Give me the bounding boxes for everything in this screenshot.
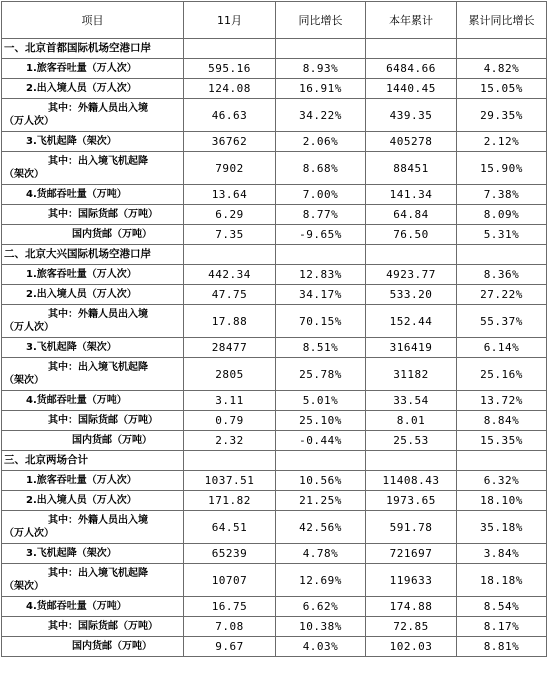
value-cell: 439.35 — [366, 99, 457, 132]
table-row — [2, 511, 547, 544]
table-row — [2, 265, 547, 285]
value-cell: 8.54% — [457, 597, 547, 617]
value-cell: 55.37% — [457, 305, 547, 338]
table-row — [2, 305, 547, 338]
header-item: 项目 — [2, 2, 184, 39]
value-cell: 7.38% — [457, 185, 547, 205]
row-label: 国内货邮（万吨） — [2, 637, 184, 657]
value-cell: 18.18% — [457, 564, 547, 597]
value-cell: 65239 — [184, 544, 276, 564]
table-row — [2, 225, 547, 245]
value-cell: 16.75 — [184, 597, 276, 617]
table-row — [2, 471, 547, 491]
row-label — [2, 511, 184, 544]
value-cell: 4.03% — [276, 637, 366, 657]
row-label: 3.飞机起降（架次） — [2, 544, 184, 564]
value-cell: 25.53 — [366, 431, 457, 451]
value-cell: 8.77% — [276, 205, 366, 225]
row-label-line1: 其中：出入境飞机起降 — [48, 362, 148, 373]
row-label-line2: （万人次） — [4, 116, 54, 127]
value-cell: 152.44 — [366, 305, 457, 338]
empty-cell — [276, 245, 366, 265]
value-cell: 76.50 — [366, 225, 457, 245]
row-label: 国内货邮（万吨） — [2, 431, 184, 451]
value-cell: 8.36% — [457, 265, 547, 285]
row-label: 国内货邮（万吨） — [2, 225, 184, 245]
value-cell: 7902 — [184, 152, 276, 185]
value-cell: 42.56% — [276, 511, 366, 544]
row-label: 1.旅客吞吐量（万人次） — [2, 471, 184, 491]
section-row — [2, 451, 547, 471]
table-row — [2, 597, 547, 617]
value-cell: 29.35% — [457, 99, 547, 132]
value-cell: 8.84% — [457, 411, 547, 431]
header-ytd-yoy: 累计同比增长 — [457, 2, 547, 39]
table-row — [2, 391, 547, 411]
row-label: 4.货邮吞吐量（万吨） — [2, 391, 184, 411]
table-row — [2, 358, 547, 391]
value-cell: 35.18% — [457, 511, 547, 544]
value-cell: 171.82 — [184, 491, 276, 511]
value-cell: -0.44% — [276, 431, 366, 451]
value-cell: 8.17% — [457, 617, 547, 637]
row-label: 其中：国际货邮（万吨） — [2, 617, 184, 637]
value-cell: 16.91% — [276, 79, 366, 99]
row-label: 1.旅客吞吐量（万人次） — [2, 59, 184, 79]
row-label: 3.飞机起降（架次） — [2, 338, 184, 358]
value-cell: 124.08 — [184, 79, 276, 99]
value-cell: 13.64 — [184, 185, 276, 205]
value-cell: 4923.77 — [366, 265, 457, 285]
value-cell: 316419 — [366, 338, 457, 358]
value-cell: 25.16% — [457, 358, 547, 391]
value-cell: 8.81% — [457, 637, 547, 657]
row-label — [2, 152, 184, 185]
table-row — [2, 79, 547, 99]
value-cell: 7.00% — [276, 185, 366, 205]
row-label-line2: （万人次） — [4, 322, 54, 333]
empty-cell — [366, 451, 457, 471]
table-row — [2, 59, 547, 79]
value-cell: 7.08 — [184, 617, 276, 637]
value-cell: 6484.66 — [366, 59, 457, 79]
value-cell: 70.15% — [276, 305, 366, 338]
value-cell: 18.10% — [457, 491, 547, 511]
empty-cell — [184, 245, 276, 265]
value-cell: 102.03 — [366, 637, 457, 657]
table-row — [2, 491, 547, 511]
table-row — [2, 411, 547, 431]
header-yoy: 同比增长 — [276, 2, 366, 39]
empty-cell — [184, 451, 276, 471]
value-cell: 12.69% — [276, 564, 366, 597]
value-cell: 442.34 — [184, 265, 276, 285]
row-label — [2, 305, 184, 338]
table-row — [2, 99, 547, 132]
section-title: 一、北京首都国际机场空港口岸 — [2, 39, 184, 59]
value-cell: 2.12% — [457, 132, 547, 152]
table-row — [2, 564, 547, 597]
row-label: 4.货邮吞吐量（万吨） — [2, 185, 184, 205]
value-cell: 174.88 — [366, 597, 457, 617]
row-label-line1: 其中：外籍人员出入境 — [48, 309, 148, 320]
value-cell: 8.01 — [366, 411, 457, 431]
table-row — [2, 637, 547, 657]
value-cell: 2.06% — [276, 132, 366, 152]
row-label — [2, 358, 184, 391]
row-label-line1: 其中：外籍人员出入境 — [48, 103, 148, 114]
value-cell: 31182 — [366, 358, 457, 391]
value-cell: 0.79 — [184, 411, 276, 431]
value-cell: 6.29 — [184, 205, 276, 225]
empty-cell — [184, 39, 276, 59]
value-cell: 595.16 — [184, 59, 276, 79]
value-cell: 11408.43 — [366, 471, 457, 491]
table-row — [2, 132, 547, 152]
value-cell: 12.83% — [276, 265, 366, 285]
row-label-line2: （架次） — [4, 169, 44, 180]
row-label-line2: （万人次） — [4, 528, 54, 539]
value-cell: 28477 — [184, 338, 276, 358]
value-cell: 33.54 — [366, 391, 457, 411]
row-label: 2.出入境人员（万人次） — [2, 491, 184, 511]
empty-cell — [276, 451, 366, 471]
empty-cell — [457, 245, 547, 265]
value-cell: 6.32% — [457, 471, 547, 491]
value-cell: 6.14% — [457, 338, 547, 358]
section-row — [2, 245, 547, 265]
section-title: 二、北京大兴国际机场空港口岸 — [2, 245, 184, 265]
value-cell: 46.63 — [184, 99, 276, 132]
value-cell: 533.20 — [366, 285, 457, 305]
value-cell: 47.75 — [184, 285, 276, 305]
row-label — [2, 564, 184, 597]
value-cell: 64.84 — [366, 205, 457, 225]
table-row — [2, 205, 547, 225]
table-row — [2, 285, 547, 305]
value-cell: 10707 — [184, 564, 276, 597]
value-cell: 721697 — [366, 544, 457, 564]
table-row — [2, 338, 547, 358]
row-label-line1: 其中：出入境飞机起降 — [48, 568, 148, 579]
empty-cell — [366, 245, 457, 265]
value-cell: 2.32 — [184, 431, 276, 451]
row-label: 3.飞机起降（架次） — [2, 132, 184, 152]
value-cell: 15.35% — [457, 431, 547, 451]
value-cell: 64.51 — [184, 511, 276, 544]
value-cell: 6.62% — [276, 597, 366, 617]
table-row — [2, 152, 547, 185]
value-cell: 13.72% — [457, 391, 547, 411]
row-label-line1: 其中：出入境飞机起降 — [48, 156, 148, 167]
value-cell: 10.56% — [276, 471, 366, 491]
empty-cell — [457, 39, 547, 59]
value-cell: 17.88 — [184, 305, 276, 338]
row-label-line2: （架次） — [4, 375, 44, 386]
value-cell: -9.65% — [276, 225, 366, 245]
value-cell: 1973.65 — [366, 491, 457, 511]
value-cell: 8.51% — [276, 338, 366, 358]
empty-cell — [457, 451, 547, 471]
row-label: 1.旅客吞吐量（万人次） — [2, 265, 184, 285]
value-cell: 3.11 — [184, 391, 276, 411]
value-cell: 119633 — [366, 564, 457, 597]
table-header-row — [2, 2, 547, 39]
value-cell: 8.93% — [276, 59, 366, 79]
value-cell: 8.09% — [457, 205, 547, 225]
value-cell: 1037.51 — [184, 471, 276, 491]
value-cell: 2805 — [184, 358, 276, 391]
value-cell: 591.78 — [366, 511, 457, 544]
value-cell: 7.35 — [184, 225, 276, 245]
value-cell: 15.90% — [457, 152, 547, 185]
value-cell: 5.01% — [276, 391, 366, 411]
table-row — [2, 544, 547, 564]
section-row — [2, 39, 547, 59]
value-cell: 5.31% — [457, 225, 547, 245]
value-cell: 21.25% — [276, 491, 366, 511]
table-row — [2, 431, 547, 451]
row-label: 2.出入境人员（万人次） — [2, 285, 184, 305]
header-ytd: 本年累计 — [366, 2, 457, 39]
value-cell: 25.78% — [276, 358, 366, 391]
row-label-line1: 其中：外籍人员出入境 — [48, 515, 148, 526]
table-row — [2, 185, 547, 205]
value-cell: 88451 — [366, 152, 457, 185]
value-cell: 3.84% — [457, 544, 547, 564]
value-cell: 141.34 — [366, 185, 457, 205]
value-cell: 27.22% — [457, 285, 547, 305]
empty-cell — [366, 39, 457, 59]
table-row — [2, 617, 547, 637]
value-cell: 25.10% — [276, 411, 366, 431]
header-month: 11月 — [184, 2, 276, 39]
row-label — [2, 99, 184, 132]
value-cell: 34.22% — [276, 99, 366, 132]
value-cell: 34.17% — [276, 285, 366, 305]
row-label-line2: （架次） — [4, 581, 44, 592]
value-cell: 4.82% — [457, 59, 547, 79]
value-cell: 8.68% — [276, 152, 366, 185]
value-cell: 15.05% — [457, 79, 547, 99]
value-cell: 405278 — [366, 132, 457, 152]
value-cell: 72.85 — [366, 617, 457, 637]
row-label: 其中：国际货邮（万吨） — [2, 411, 184, 431]
value-cell: 1440.45 — [366, 79, 457, 99]
row-label: 其中：国际货邮（万吨） — [2, 205, 184, 225]
row-label: 2.出入境人员（万人次） — [2, 79, 184, 99]
section-title: 三、北京两场合计 — [2, 451, 184, 471]
statistics-table — [1, 1, 547, 657]
row-label: 4.货邮吞吐量（万吨） — [2, 597, 184, 617]
value-cell: 4.78% — [276, 544, 366, 564]
value-cell: 36762 — [184, 132, 276, 152]
value-cell: 10.38% — [276, 617, 366, 637]
empty-cell — [276, 39, 366, 59]
value-cell: 9.67 — [184, 637, 276, 657]
